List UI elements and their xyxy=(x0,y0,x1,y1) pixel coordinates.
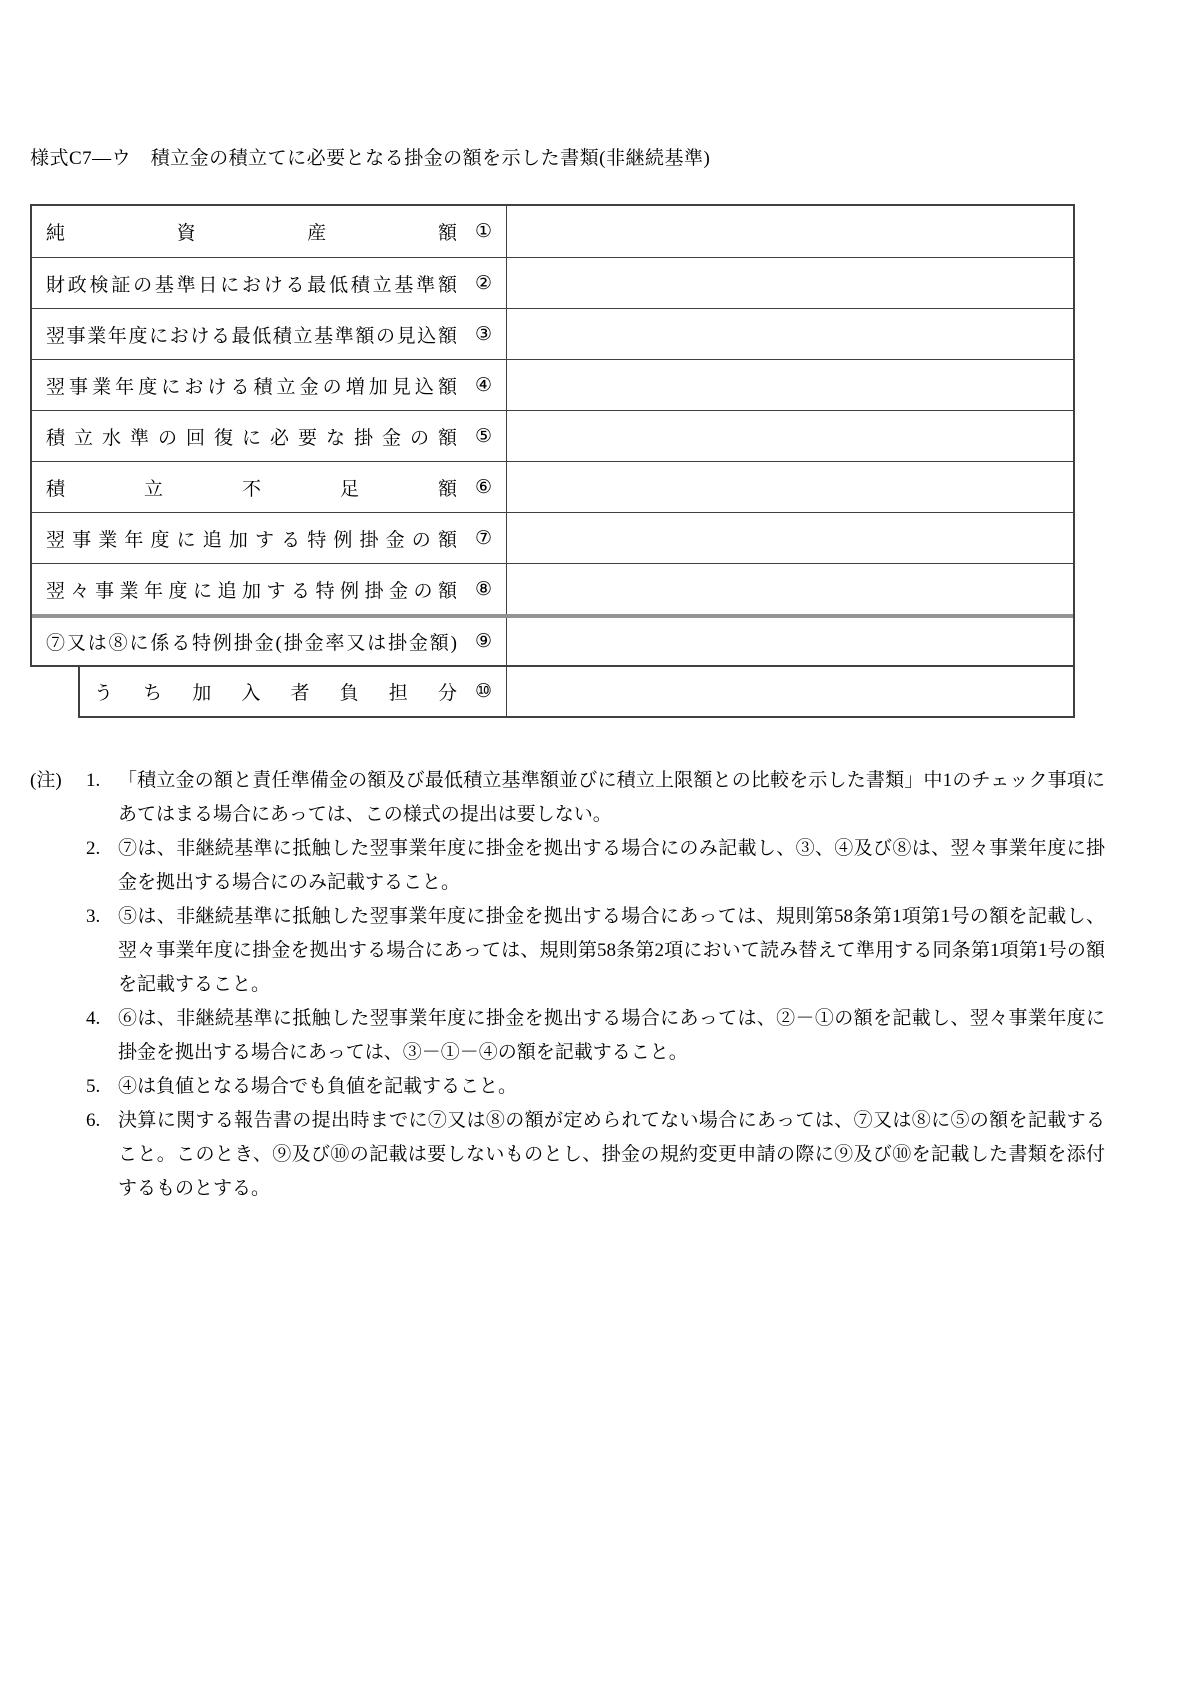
row-label: 財政検証の基準日における最低積立基準額 xyxy=(46,274,457,296)
table-row-recovery-contribution xyxy=(32,410,1073,461)
form-title: 様式C7―ウ 積立金の積立てに必要となる掛金の額を示した書類(非継続基準) xyxy=(30,148,711,169)
note-item-5 xyxy=(86,1070,1105,1104)
row-value-cell xyxy=(507,360,1073,410)
note-number: 6. xyxy=(86,1110,101,1131)
row-label: ⑦又は⑧に係る特例掛金(掛金率又は掛金額) xyxy=(46,633,457,654)
note-text: ④は負値となる場合でも負値を記載すること。 xyxy=(118,1076,518,1097)
note-item-3 xyxy=(86,900,1105,1002)
row-number-badge: ④ xyxy=(474,374,492,396)
row-label-cell xyxy=(32,411,507,461)
row-label: 積立水準の回復に必要な掛金の額 xyxy=(46,427,457,449)
row-label: 翌事業年度における最低積立基準額の見込額 xyxy=(46,325,457,347)
table-row-member-share xyxy=(78,667,1075,718)
table-row-net-assets xyxy=(32,206,1073,257)
row-label-cell xyxy=(32,513,507,563)
table-row-next-year-min-funding-estimate xyxy=(32,308,1073,359)
row-label-cell xyxy=(32,564,507,614)
note-text: 決算に関する報告書の提出時までに⑦又は⑧の額が定められてない場合にあっては、⑦又は⑧に⑤の額を記載すること。このとき、⑨及び⑩の記載は要しないものとし、掛金の規約変更申請の際に⑨及び⑩を記載した書類を添付するものとする。 xyxy=(118,1110,1105,1199)
note-number: 4. xyxy=(86,1008,101,1029)
note-item-2 xyxy=(86,832,1105,900)
table-row-next-year-special-contribution xyxy=(32,512,1073,563)
note-item-1 xyxy=(86,764,1105,832)
note-item-6 xyxy=(86,1104,1105,1206)
row-number-badge: ⑧ xyxy=(474,578,492,600)
notes-list xyxy=(86,764,1105,1206)
row-label: 翌事業年度における積立金の増加見込額 xyxy=(46,376,457,398)
row-value-cell xyxy=(507,462,1073,512)
row-label-cell xyxy=(32,309,507,359)
row-number-badge: ⑦ xyxy=(474,527,492,549)
row-value-cell xyxy=(507,618,1073,665)
row-label-cell xyxy=(32,258,507,308)
notes-section xyxy=(30,764,1105,1206)
table-row-special-contribution-rate-or-amount xyxy=(32,614,1073,665)
note-number: 1. xyxy=(86,770,101,791)
row-value-cell xyxy=(507,309,1073,359)
row-label: 翌々事業年度に追加する特例掛金の額 xyxy=(46,580,457,602)
row-value-cell xyxy=(507,564,1073,614)
row-label-cell xyxy=(32,360,507,410)
note-item-4 xyxy=(86,1002,1105,1070)
row-label-cell xyxy=(80,667,507,716)
table-row-next-year-reserve-increase-estimate xyxy=(32,359,1073,410)
contribution-amount-table xyxy=(30,204,1075,667)
table-row-funding-shortfall xyxy=(32,461,1073,512)
row-label: 純資産額 xyxy=(46,223,457,244)
row-value-cell xyxy=(507,513,1073,563)
note-text: ⑥は、非継続基準に抵触した翌事業年度に掛金を拠出する場合にあっては、②－①の額を記載し、翌々事業年度に掛金を拠出する場合にあっては、③－①－④の額を記載すること。 xyxy=(118,1008,1105,1063)
row-number-badge: ⑨ xyxy=(474,631,492,652)
note-text: ⑦は、非継続基準に抵触した翌事業年度に掛金を拠出する場合にのみ記載し、③、④及び⑧は、翌々事業年度に掛金を拠出する場合にのみ記載すること。 xyxy=(118,838,1105,893)
row-number-badge: ③ xyxy=(474,323,492,345)
row-number-badge: ⑥ xyxy=(474,476,492,498)
table-row-year-after-next-special-contribution xyxy=(32,563,1073,614)
row-label-cell xyxy=(32,618,507,665)
row-number-badge: ① xyxy=(474,221,492,242)
note-number: 5. xyxy=(86,1076,101,1097)
row-number-badge: ⑤ xyxy=(474,425,492,447)
notes-prefix: (注) xyxy=(30,770,62,791)
note-text: 「積立金の額と責任準備金の額及び最低積立基準額並びに積立上限額との比較を示した書類」中1のチェック事項にあてはまる場合にあっては、この様式の提出は要しない。 xyxy=(118,770,1105,825)
note-number: 2. xyxy=(86,838,101,859)
row-label-cell xyxy=(32,462,507,512)
table-row-min-funding-standard xyxy=(32,257,1073,308)
row-label: 翌事業年度に追加する特例掛金の額 xyxy=(46,529,457,551)
row-value-cell xyxy=(507,258,1073,308)
row-label: うち加入者負担分 xyxy=(94,683,457,704)
row-value-cell xyxy=(507,411,1073,461)
row-label-cell xyxy=(32,206,507,257)
row-number-badge: ② xyxy=(474,272,492,294)
note-text: ⑤は、非継続基準に抵触した翌事業年度に掛金を拠出する場合にあっては、規則第58条第1項第1号の額を記載し、翌々事業年度に掛金を拠出する場合にあっては、規則第58条第2項において読み替えて準用する同条第1項第1号の額を記載すること。 xyxy=(118,906,1105,995)
note-number: 3. xyxy=(86,906,101,927)
row-number-badge: ⑩ xyxy=(474,681,492,702)
row-value-cell xyxy=(507,667,1073,716)
row-label: 積立不足額 xyxy=(46,478,457,500)
row-value-cell xyxy=(507,206,1073,257)
